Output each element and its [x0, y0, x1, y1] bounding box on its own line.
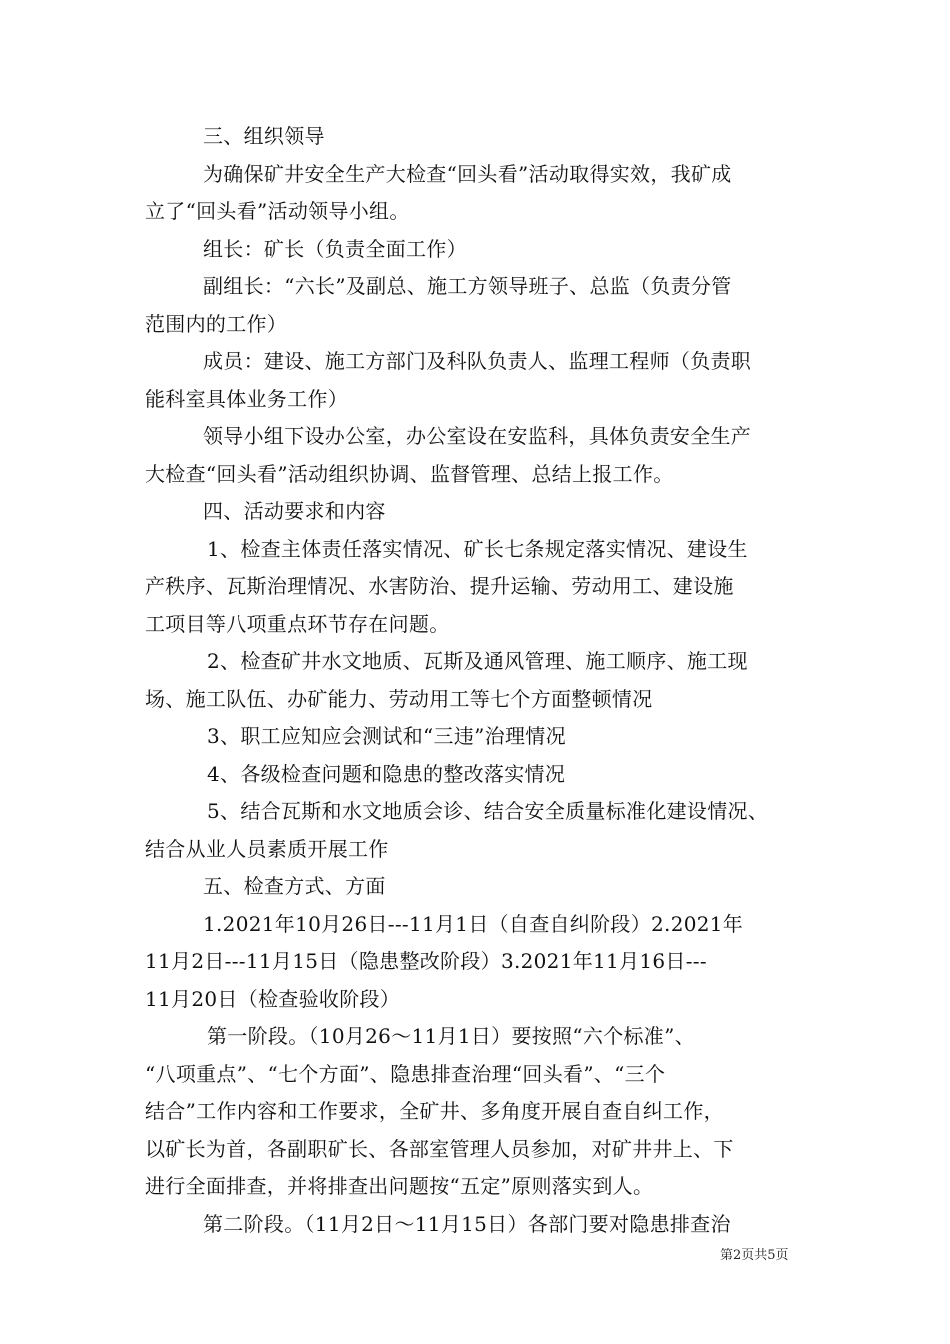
paragraph-line: 为确保矿井安全生产大检查“回头看”活动取得实效，我矿成 [203, 161, 732, 186]
paragraph-line: 进行全面排查，并将排查出问题按“五定”原则落实到人。 [145, 1174, 654, 1198]
paragraph-line: 成员：建设、施工方部门及科队负责人、监理工程师（负责职 [203, 349, 752, 373]
paragraph-line: 立了“回头看”活动领导小组。 [145, 199, 410, 223]
section-heading-requirements: 四、活动要求和内容 [203, 499, 386, 523]
list-item-line: 2、检查矿井水文地质、瓦斯及通风管理、施工顺序、施工现 [207, 649, 748, 673]
list-item-line: 结合从业人员素质开展工作 [145, 836, 389, 861]
list-item-line: 场、施工队伍、办矿能力、劳动用工等七个方面整顿情况 [145, 686, 653, 711]
list-item-line: 1、检查主体责任落实情况、矿长七条规定落实情况、建设生 [207, 536, 748, 561]
section-heading-inspection: 五、检查方式、方面 [203, 874, 386, 898]
page-number-footer: 第2页共5页 [720, 1248, 789, 1263]
paragraph-line: 领导小组下设办公室，办公室设在安监科，具体负责安全生产 [203, 424, 752, 448]
paragraph-line: 组长：矿长（负责全面工作） [203, 236, 467, 261]
list-item-line: 工项目等八项重点环节存在问题。 [145, 611, 450, 636]
section-heading-organization: 三、组织领导 [203, 124, 325, 148]
list-item-line: 5、结合瓦斯和水文地质会诊、结合安全质量标准化建设情况、 [207, 799, 769, 823]
paragraph-line: 大检查“回头看”活动组织协调、监督管理、总结上报工作。 [145, 461, 674, 486]
document-body [145, 118, 815, 1243]
paragraph-line: 能科室具体业务工作） [145, 386, 348, 411]
paragraph-line: 第二阶段。（11月2日～11月15日）各部门要对隐患排查治 [203, 1211, 731, 1236]
paragraph-line: 11月2日---11月15日（隐患整改阶段）3.2021年11月16日--- [145, 949, 707, 973]
list-item-line: 产秩序、瓦斯治理情况、水害防治、提升运输、劳动用工、建设施 [145, 574, 734, 598]
list-item-line: 4、各级检查问题和隐患的整改落实情况 [207, 761, 566, 786]
paragraph-line: 副组长：“六长”及副总、施工方领导班子、总监（负责分管 [203, 274, 732, 298]
paragraph-line: 结合”工作内容和工作要求，全矿井、多角度开展自查自纠工作， [145, 1099, 724, 1123]
paragraph-line: 11月20日（检查验收阶段） [145, 986, 401, 1011]
paragraph-line: 范围内的工作） [145, 311, 288, 336]
paragraph-line: 第一阶段。（10月26～11月1日）要按照“六个标准”、 [207, 1024, 695, 1048]
list-item-line: 3、职工应知应会测试和“三违”治理情况 [207, 724, 566, 748]
paragraph-line: 1.2021年10月26日---11月1日（自查自纠阶段）2.2021年 [203, 911, 744, 936]
paragraph-line: 以矿长为首，各副职矿长、各部室管理人员参加，对矿井井上、下 [145, 1136, 734, 1161]
paragraph-line: “八项重点”、“七个方面”、隐患排查治理“回头看”、“三个 [145, 1061, 666, 1086]
